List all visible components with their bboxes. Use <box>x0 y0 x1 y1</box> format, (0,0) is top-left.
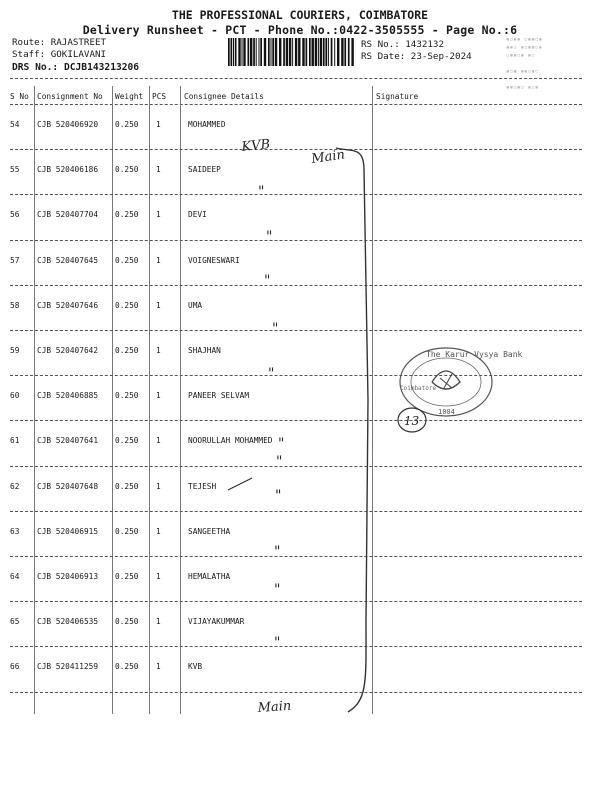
column-rule <box>34 86 35 714</box>
cell-sno: 63 <box>10 526 20 536</box>
cell-consignee: DEVI <box>188 210 207 220</box>
cell-pcs: 1 <box>156 120 161 129</box>
header-divider <box>10 78 582 79</box>
cell-consignment: CJB 520406915 <box>37 526 99 536</box>
cell-weight: 0.250 <box>115 662 139 672</box>
ditto-mark: " <box>274 635 281 651</box>
col-header-consignee: Consignee Details <box>184 92 264 101</box>
cell-sno: 60 <box>10 391 20 401</box>
barcode-bar <box>302 38 304 66</box>
barcode-bar <box>268 38 270 66</box>
barcode-bar <box>286 38 288 66</box>
cell-pcs: 1 <box>156 210 161 220</box>
cell-consignment: CJB 520406920 <box>37 120 99 129</box>
bracket-stroke <box>336 148 368 712</box>
column-rule <box>180 86 181 714</box>
cell-pcs: 1 <box>156 662 161 672</box>
cell-sno: 64 <box>10 572 20 581</box>
cell-weight: 0.250 <box>115 617 139 627</box>
ditto-mark: " <box>275 488 282 504</box>
cell-consignment: CJB 520406885 <box>37 391 99 401</box>
row-divider <box>10 692 582 693</box>
barcode-bar <box>328 38 329 66</box>
cell-pcs: 1 <box>156 436 161 446</box>
col-header-pcs: PCS <box>152 92 167 101</box>
cell-consignment: CJB 520407704 <box>37 210 99 220</box>
row-divider <box>10 601 582 602</box>
route-label: Route: RAJASTREET <box>12 37 107 48</box>
cell-sno: 65 <box>10 617 20 627</box>
cell-weight: 0.250 <box>115 346 139 355</box>
barcode-bar <box>242 38 243 66</box>
cell-pcs: 1 <box>156 572 161 581</box>
cell-consignee: SANGEETHA <box>188 526 231 536</box>
barcode-bar <box>228 38 230 66</box>
barcode-bar <box>312 38 314 66</box>
barcode-bar <box>323 38 325 66</box>
cell-pcs: 1 <box>156 300 161 310</box>
barcode-bar <box>348 38 350 66</box>
col-header-signature: Signature <box>376 92 419 101</box>
row-divider <box>10 194 582 195</box>
cell-weight: 0.250 <box>115 255 139 265</box>
col-header-consignment: Consignment No <box>37 92 103 101</box>
cell-weight: 0.250 <box>115 165 139 175</box>
barcode-bar <box>306 38 308 66</box>
barcode-bar <box>231 38 233 66</box>
barcode-bar <box>331 38 333 66</box>
row-divider <box>10 466 582 467</box>
cell-weight: 0.250 <box>115 526 139 536</box>
ditto-mark: " <box>274 544 281 560</box>
cell-weight: 0.250 <box>115 210 139 220</box>
cell-consignee: NOORULLAH MOHAMMED <box>188 436 273 446</box>
cell-sno: 59 <box>10 346 20 355</box>
cell-sno: 57 <box>10 255 20 265</box>
barcode-bar <box>318 38 319 66</box>
barcode-bar <box>279 38 281 66</box>
barcode-bar <box>264 38 266 66</box>
barcode-bar <box>272 38 274 66</box>
barcode-bar <box>344 38 346 66</box>
stamp-text: The Karur Vysya Bank <box>426 350 523 359</box>
ditto-mark: " <box>274 582 281 598</box>
barcode-bar <box>260 38 262 66</box>
cell-consignee: UMA <box>188 300 203 310</box>
cell-pcs: 1 <box>156 391 161 401</box>
barcode-bar <box>320 38 322 66</box>
cell-sno: 56 <box>10 210 20 220</box>
main-handwritten-bottom: Main <box>257 698 292 716</box>
barcode-bar <box>334 38 335 66</box>
kvb-handwritten: KVB <box>240 137 271 155</box>
document-title: THE PROFESSIONAL COURIERS, COIMBATORE <box>171 8 429 22</box>
ditto-mark: " <box>266 229 273 245</box>
cell-sno: 58 <box>10 300 20 310</box>
row-divider <box>10 285 582 286</box>
cell-weight: 0.250 <box>115 572 139 581</box>
stamp-code: 1004 <box>438 408 455 416</box>
barcode-bar <box>250 38 252 66</box>
cell-consignee: SAIDEEP <box>188 165 221 175</box>
cell-consignment: CJB 520406186 <box>37 165 99 175</box>
cell-weight: 0.250 <box>115 300 139 310</box>
ditto-mark: " <box>276 454 283 470</box>
cell-consignment: CJB 520407646 <box>37 300 99 310</box>
row-divider <box>10 556 582 557</box>
cell-weight: 0.250 <box>115 481 139 491</box>
cell-pcs: 1 <box>156 255 161 265</box>
barcode-bar <box>283 38 285 66</box>
cell-consignment: CJB 520407648 <box>37 481 99 491</box>
cell-consignee: MOHAMMED <box>188 120 226 129</box>
ditto-mark: " <box>264 273 271 289</box>
drs-number: DRS No.: DCJB143213206 <box>12 62 140 73</box>
barcode-bar <box>292 38 293 66</box>
barcode-bar <box>256 38 257 66</box>
column-rule <box>149 86 150 714</box>
column-rule <box>112 86 113 714</box>
row-divider <box>10 511 582 512</box>
document-subtitle: Delivery Runsheet - PCT - Phone No.:0422-3505555 - Page No.:6 <box>82 23 518 37</box>
cell-sno: 61 <box>10 436 20 446</box>
row-divider <box>10 646 582 647</box>
staff-label: Staff: GOKILAVANI <box>12 49 107 60</box>
rs-date: RS Date: 23-Sep-2024 <box>361 51 472 62</box>
barcode-bar <box>233 38 234 66</box>
ditto-mark: " <box>278 436 285 452</box>
cell-consignment: CJB 520407642 <box>37 346 99 355</box>
cell-consignee: VIJAYAKUMMAR <box>188 617 245 627</box>
barcode-bar <box>275 38 277 66</box>
ditto-mark: " <box>258 184 265 200</box>
cell-consignee: HEMALATHA <box>188 572 231 581</box>
main-handwritten: Main <box>310 147 346 167</box>
barcode-bar <box>315 38 317 66</box>
barcode-bar <box>337 38 339 66</box>
cell-consignee: VOIGNESWARI <box>188 255 240 265</box>
cell-pcs: 1 <box>156 481 161 491</box>
column-rule <box>372 86 373 714</box>
cell-pcs: 1 <box>156 346 161 355</box>
row-divider <box>10 149 582 150</box>
bank-seal-icon <box>396 344 523 420</box>
cell-consignee: PANEER SELVAM <box>188 391 250 401</box>
row-divider <box>10 420 582 421</box>
cell-sno: 55 <box>10 165 20 175</box>
barcode-bar <box>243 38 245 66</box>
cell-consignment: CJB 520406535 <box>37 617 99 627</box>
cell-pcs: 1 <box>156 526 161 536</box>
barcode-bar <box>259 38 260 66</box>
barcode-bar <box>235 38 237 66</box>
barcode-bar <box>253 38 255 66</box>
cell-consignment: CJB 520411259 <box>37 662 99 672</box>
cell-pcs: 1 <box>156 617 161 627</box>
ditto-mark: " <box>272 321 279 337</box>
barcode-bar <box>238 38 240 66</box>
cell-consignee: KVB <box>188 662 203 672</box>
cell-weight: 0.250 <box>115 436 139 446</box>
rs-number: RS No.: 1432132 <box>361 39 444 50</box>
cell-consignment: CJB 520406913 <box>37 572 99 581</box>
row-divider <box>10 330 582 331</box>
stamp-city: Coimbatore <box>400 385 437 392</box>
bleed-through-marks: ▪▫▪▪ ▫▪▪▫▪ ▪▪▫ ▪▫▪▪▫▪ ▫▪▪▫▪ ▪▫ ▪▫▪ ▪▪▫▪▫ ▪▪▫▪▫ ▪▫▪ <box>506 36 543 91</box>
barcode-bar <box>309 38 311 66</box>
cell-weight: 0.250 <box>115 391 139 401</box>
cell-consignee: SHAJHAN <box>188 346 221 355</box>
cell-consignment: CJB 520407645 <box>37 255 99 265</box>
cell-consignee: TEJESH <box>188 481 217 491</box>
barcode-bar <box>271 38 272 66</box>
circled-count: 13 <box>404 414 420 428</box>
barcode-bar <box>248 38 250 66</box>
cell-sno: 66 <box>10 662 20 672</box>
cell-weight: 0.250 <box>115 120 139 129</box>
barcode-bar <box>298 38 300 66</box>
barcode-bar <box>295 38 297 66</box>
row-divider <box>10 240 582 241</box>
barcode-bar <box>351 38 353 66</box>
col-header-weight: Weight <box>115 92 144 101</box>
cell-sno: 62 <box>10 481 20 491</box>
column-header-divider <box>10 104 582 105</box>
tick-stroke <box>228 478 252 490</box>
cell-pcs: 1 <box>156 165 161 175</box>
col-header-sno: S No <box>10 92 29 101</box>
barcode-bar <box>289 38 291 66</box>
cell-sno: 54 <box>10 120 20 129</box>
ditto-mark: " <box>268 366 275 382</box>
cell-consignment: CJB 520407641 <box>37 436 99 446</box>
barcode-icon <box>228 38 356 66</box>
row-divider <box>10 375 582 376</box>
barcode-bar <box>325 38 327 66</box>
barcode-bar <box>341 38 343 66</box>
